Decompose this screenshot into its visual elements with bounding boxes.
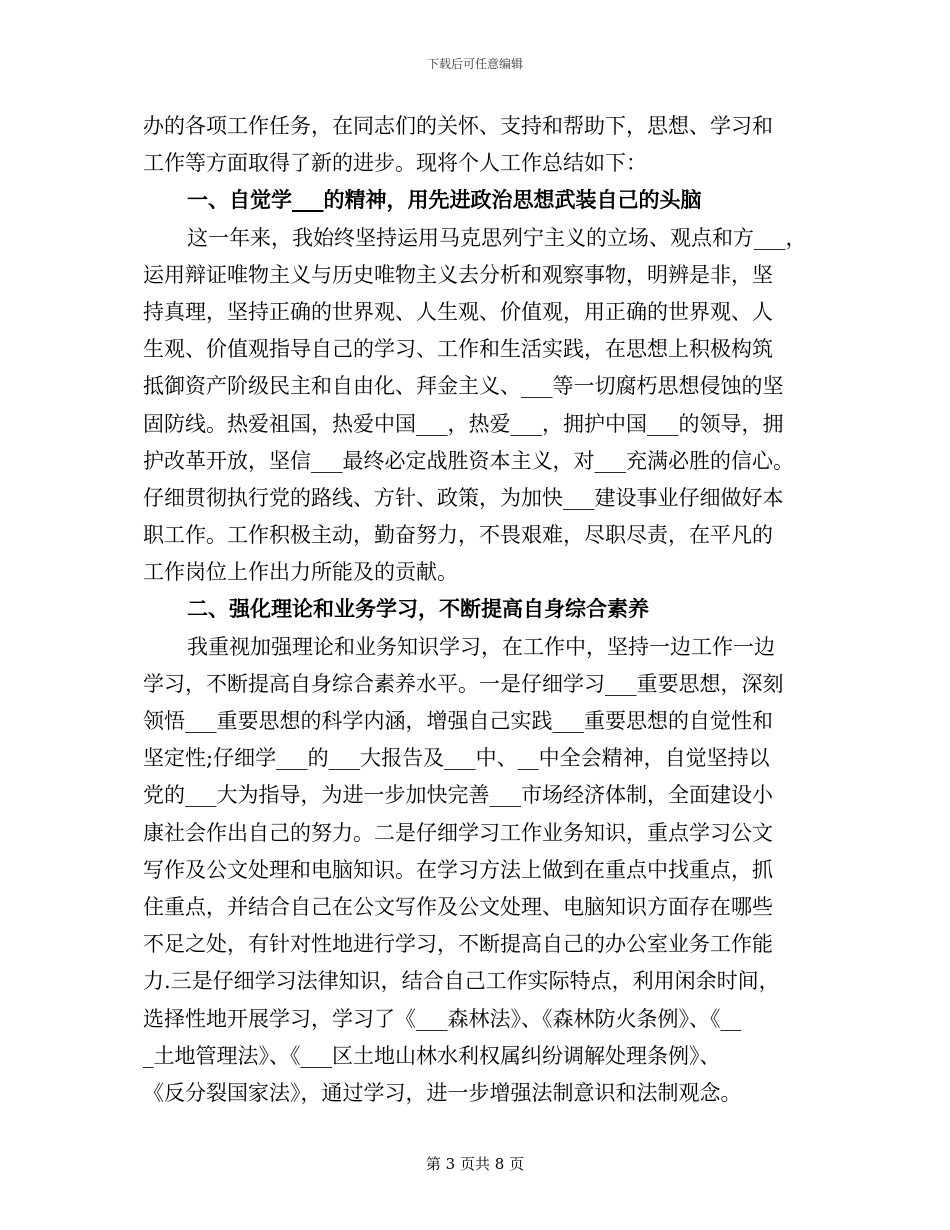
paragraph-line: 仔细贯彻执行党的路线、方针、政策，为加快___建设事业仔细做好本 xyxy=(143,485,784,510)
paragraph-line: 写作及公文处理和电脑知识。在学习方法上做到在重点中找重点，抓 xyxy=(143,857,773,882)
section-heading: 二、强化理论和业务学习，不断提高自身综合素养 xyxy=(187,597,649,622)
paragraph-line: 坚定性;仔细学___的___大报告及___中、__中全会精神，自觉坚持以 xyxy=(143,746,770,771)
page-number: 第 3 页共 8 页 xyxy=(425,1155,525,1173)
paragraph-line: 持真理，坚持正确的世界观、人生观、价值观，用正确的世界观、人 xyxy=(143,299,773,324)
paragraph-line: 运用辩证唯物主义与历史唯物主义去分析和观察事物，明辨是非，坚 xyxy=(143,262,773,287)
paragraph-line: 工作等方面取得了新的进步。现将个人工作总结如下： xyxy=(143,151,647,176)
paragraph-line: 职工作。工作积极主动，勤奋努力，不畏艰难，尽职尽责，在平凡的 xyxy=(143,523,773,548)
paragraph-line: 住重点，并结合自己在公文写作及公文处理、电脑知识方面存在哪些 xyxy=(143,894,773,919)
paragraph-line: 党的___大为指导，为进一步加快完善___市场经济体制，全面建设小 xyxy=(143,783,773,808)
section-heading: 一、自觉学___的精神，用先进政治思想武装自己的头脑 xyxy=(187,188,702,213)
paragraph-line: 康社会作出自己的努力。二是仔细学习工作业务知识，重点学习公文 xyxy=(143,820,773,845)
paragraph-line: _土地管理法》、《___区土地山林水利权属纠纷调解处理条例》、 xyxy=(143,1043,721,1068)
paragraph-line: 力.三是仔细学习法律知识，结合自己工作实际特点，利用闲余时间， xyxy=(143,969,780,994)
paragraph-line: 生观、价值观指导自己的学习、工作和生活实践，在思想上积极构筑 xyxy=(143,337,773,362)
paragraph-line: 《反分裂国家法》，通过学习，进一步增强法制意识和法制观念。 xyxy=(143,1080,742,1105)
paragraph-line: 领悟___重要思想的科学内涵，增强自己实践___重要思想的自觉性和 xyxy=(143,709,773,733)
paragraph-line: 办的各项工作任务，在同志们的关怀、支持和帮助下，思想、学习和 xyxy=(143,114,773,138)
header-note: 下载后可任意编辑 xyxy=(426,57,523,71)
paragraph-line: 工作岗位上作出力所能及的贡献。 xyxy=(143,560,458,585)
paragraph-line: 学习，不断提高自身综合素养水平。一是仔细学习___重要思想，深刻 xyxy=(143,671,784,696)
paragraph-line: 这一年来，我始终坚持运用马克思列宁主义的立场、观点和方___， xyxy=(187,225,807,250)
document-body xyxy=(143,108,807,1112)
paragraph-line: 抵御资产阶级民主和自由化、拜金主义、___等一切腐朽思想侵蚀的坚 xyxy=(143,374,784,399)
paragraph-line: 我重视加强理论和业务知识学习，在工作中，坚持一边工作一边 xyxy=(187,634,775,659)
paragraph-line: 不足之处，有针对性地进行学习，不断提高自己的办公室业务工作能 xyxy=(143,932,773,957)
paragraph-line: 固防线。热爱祖国，热爱中国___，热爱___，拥护中国___的领导，拥 xyxy=(143,411,784,436)
paragraph-line: 护改革开放，坚信___最终必定战胜资本主义，对___充满必胜的信心。 xyxy=(143,448,794,473)
paragraph-line: 选择性地开展学习，学习了《___森林法》、《森林防火条例》、《__ xyxy=(143,1006,742,1031)
